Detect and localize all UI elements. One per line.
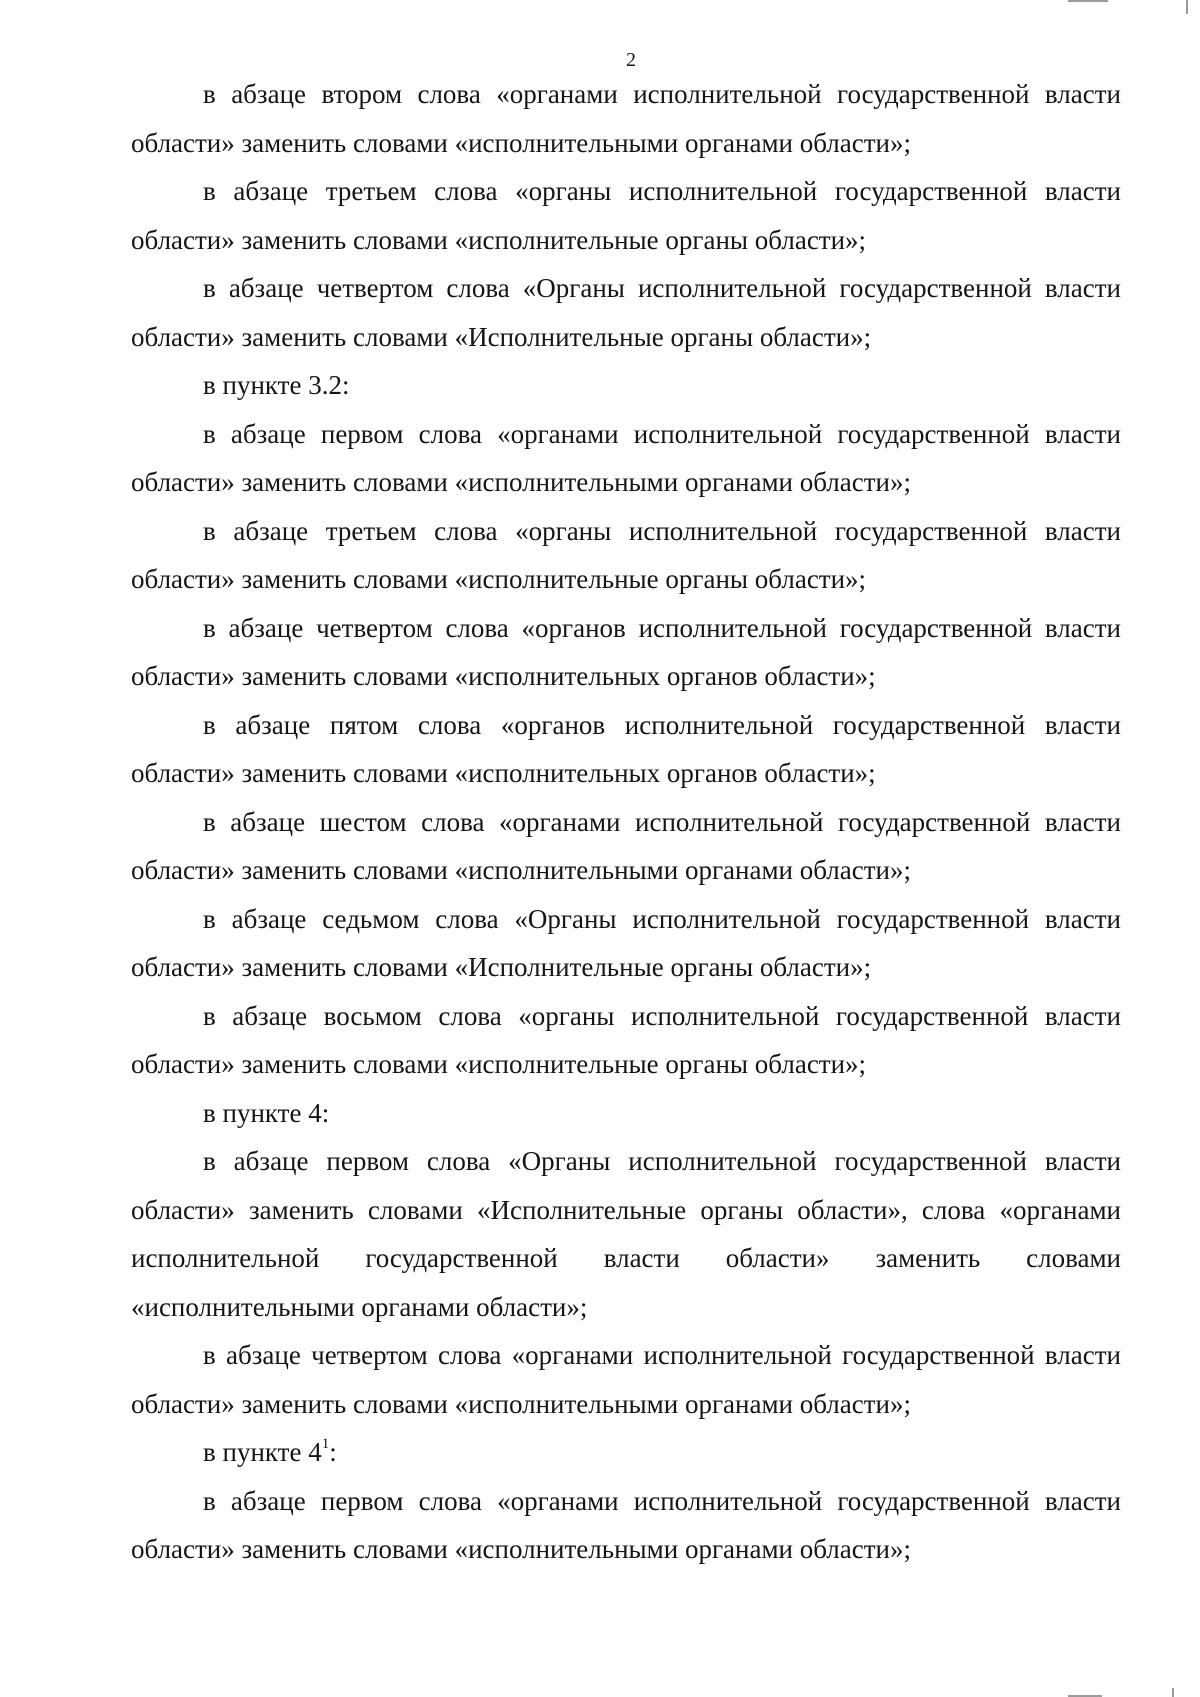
paragraph: в абзаце четвертом слова «Органы исполнительной государственной власти области» заменить словами «Исполнительные органы области»; [131, 273, 1121, 352]
scan-artifact [1186, 0, 1188, 14]
heading-prefix: в пункте 4 [203, 1437, 322, 1467]
paragraph: в абзаце третьем слова «органы исполнительной государственной власти области» заменить словами «исполнительные органы области»; [131, 515, 1121, 594]
section-heading-point-4-1 [131, 1428, 1121, 1477]
paragraph: в абзаце втором слова «органами исполнительной государственной власти области» заменить словами «исполнительными органами области»; [131, 79, 1121, 158]
paragraph: в абзаце первом слова «органами исполнительной государственной власти области» заменить словами «исполнительными органами области»; [131, 418, 1121, 497]
paragraph: в абзаце первом слова «органами исполнительной государственной власти области» заменить словами «исполнительными органами области»; [131, 1485, 1121, 1564]
section-heading: в пункте 3.2: [203, 370, 350, 400]
paragraph: в абзаце первом слова «Органы исполнительной государственной власти области» заменить словами «Исполнительные органы области», слова «органами исполнительной государственной власти области» заменить словами «исполнительными органами области»; [131, 1146, 1121, 1322]
heading-suffix: : [329, 1437, 337, 1467]
paragraph: в абзаце пятом слова «органов исполнительной государственной власти области» заменить словами «исполнительных органов области»; [131, 709, 1121, 788]
heading-superscript: 1 [321, 1436, 330, 1452]
page-number: 2 [626, 49, 636, 71]
scan-artifact [1172, 1688, 1174, 1697]
paragraph: в абзаце третьем слова «органы исполнительной государственной власти области» заменить словами «исполнительные органы области»; [131, 176, 1121, 255]
paragraph: в абзаце седьмом слова «Органы исполнительной государственной власти области» заменить словами «Исполнительные органы области»; [131, 903, 1121, 982]
paragraph: в абзаце шестом слова «органами исполнительной государственной власти области» заменить словами «исполнительными органами области»; [131, 806, 1121, 885]
section-heading: в пункте 4: [203, 1097, 330, 1128]
scan-artifact [1068, 0, 1108, 2]
paragraph: в абзаце четвертом слова «органами исполнительной государственной власти области» заменить словами «исполнительными органами области»; [131, 1340, 1121, 1419]
paragraph: в абзаце четвертом слова «органов исполнительной государственной власти области» заменить словами «исполнительных органов области»; [131, 612, 1121, 691]
document-body [131, 70, 1121, 1574]
paragraph: в абзаце восьмом слова «органы исполнительной государственной власти области» заменить словами «исполнительные органы области»; [131, 1000, 1121, 1079]
